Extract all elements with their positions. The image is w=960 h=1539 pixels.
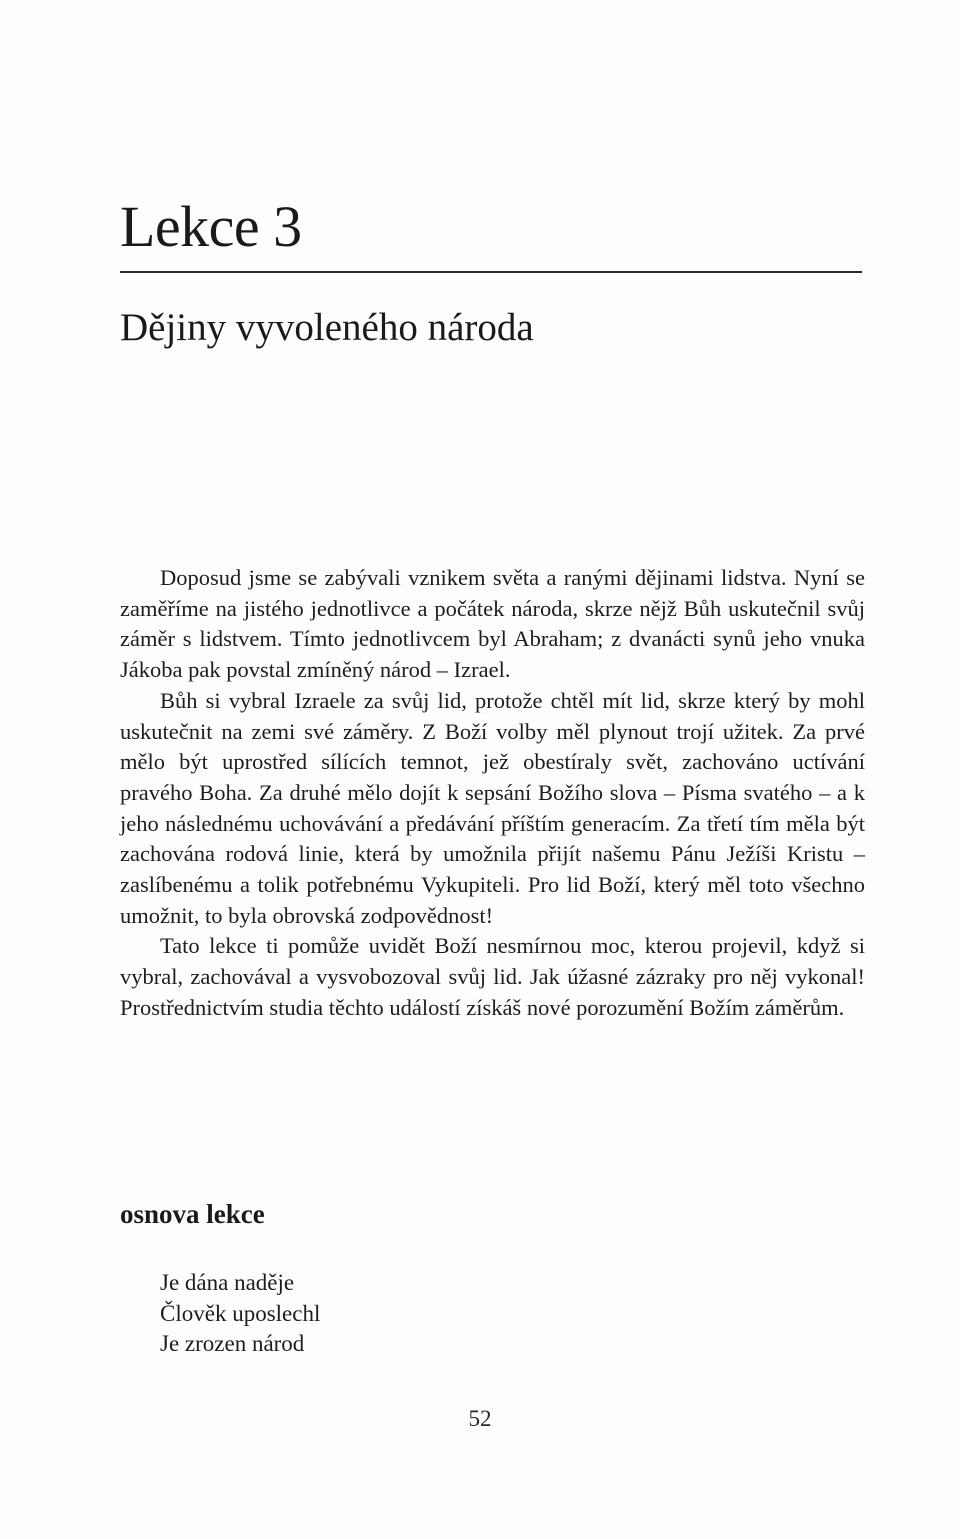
intro-text: [120, 563, 865, 1024]
lesson-label: Lekce 3: [120, 194, 302, 259]
title-divider: [120, 271, 862, 273]
lesson-title: Dějiny vyvoleného národa: [120, 306, 534, 349]
intro-paragraph: Doposud jsme se zabývali vznikem světa a ranými dějinami lidstva. Nyní se zaměříme na jistého jednotlivce a počátek národa, skrze nějž Bůh uskutečnil svůj záměr s lidstvem. Tímto jednotlivcem byl Abraham; z dvanácti synů jeho vnuka Jákoba pak povstal zmíněný národ – Izrael.: [120, 565, 865, 683]
outline-heading: osnova lekce: [120, 1199, 265, 1229]
intro-paragraph: Bůh si vybral Izraele za svůj lid, protože chtěl mít lid, skrze který by mohl uskutečnit na zemi své záměry. Z Boží volby měl plynout trojí užitek. Za prvé mělo být uprostřed sílících temnot, jež obestíraly svět, zachováno uctívání pravého Boha. Za druhé mělo dojít k sepsání Božího slova – Písma svatého – a k jeho následnému uchovávání a předávání příštím generacím. Za třetí tím měla být zachována rodová linie, která by umožnila přijít našemu Pánu Ježíši Kristu – zaslíbenému a tolik potřebnému Vykupiteli. Pro lid Boží, který měl toto všechno umožnit, to byla obrovská zodpovědnost!: [120, 687, 865, 928]
outline-item: Člověk uposlechl: [160, 1300, 321, 1326]
outline-item: Je zrozen národ: [160, 1331, 305, 1356]
page-number: 52: [468, 1406, 492, 1431]
outline-list: [160, 1268, 320, 1360]
intro-paragraph: Tato lekce ti pomůže uvidět Boží nesmírnou moc, kterou projevil, když si vybral, zachovával a vysvobozoval svůj lid. Jak úžasné zázraky pro něj vykonal! Prostřednictvím studia těchto událostí získáš nové porozumění Božím záměrům.: [120, 933, 865, 1020]
outline-item: Je dána naděje: [160, 1270, 295, 1295]
